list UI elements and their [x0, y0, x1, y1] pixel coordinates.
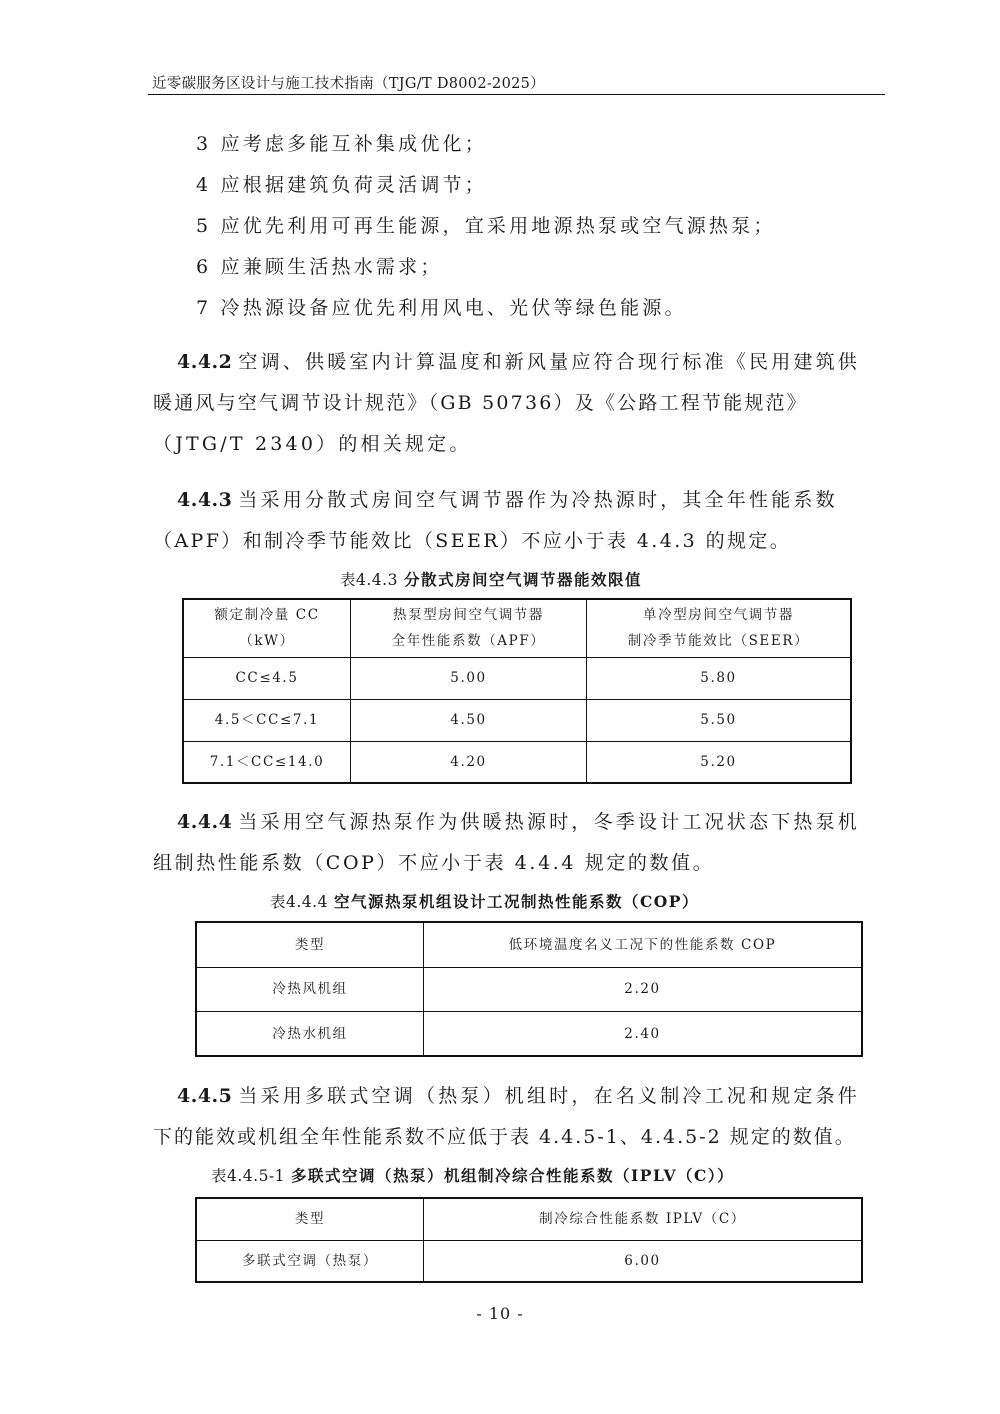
page-number: - 10 - — [476, 1304, 524, 1323]
header-cell: 类型 — [196, 1198, 424, 1240]
table-cell: 冷热水机组 — [196, 1012, 424, 1056]
clause-4-4-5-line-2: 下的能效或机组全年性能系数不应低于表 4.4.5-1、4.4.5-2 规定的数值。 — [153, 1126, 856, 1148]
table-cell: 5.50 — [587, 699, 852, 741]
clause-4-4-5-line-1: 4.4.5 当采用多联式空调（热泵）机组时，在名义制冷工况和规定条件 — [177, 1085, 860, 1107]
table-cell: 2.20 — [424, 967, 863, 1011]
table-4-4-3 — [182, 598, 852, 784]
clause-4-4-2-line-1: 4.4.2 空调、供暖室内计算温度和新风量应符合现行标准《民用建筑供 — [177, 351, 860, 373]
clause-number: 4.4.3 — [177, 489, 233, 511]
table-4-4-5-1 — [195, 1197, 863, 1283]
header-divider — [148, 94, 885, 95]
table-header-row — [196, 922, 862, 967]
table-header-row — [183, 599, 851, 657]
clause-number: 4.4.2 — [177, 351, 233, 373]
list-item: 7 冷热源设备应优先利用风电、光伏等绿色能源。 — [196, 297, 687, 319]
table-caption: 表4.4.5-1 多联式空调（热泵）机组制冷综合性能系数（IPLV（C）） — [211, 1166, 735, 1185]
table-row — [196, 1012, 862, 1056]
table-cell: 5.20 — [587, 741, 852, 783]
table-cell: 5.00 — [351, 657, 587, 699]
table-caption: 表4.4.4 空气源热泵机组设计工况制热性能系数（COP） — [270, 892, 699, 911]
table-row — [183, 741, 851, 783]
table-caption: 表4.4.3 分散式房间空气调节器能效限值 — [340, 570, 642, 589]
table-cell: 4.5＜CC≤7.1 — [183, 699, 351, 741]
header-cell: 类型 — [196, 922, 424, 967]
list-item: 3 应考虑多能互补集成优化； — [196, 133, 487, 155]
clause-4-4-3-line-2: （APF）和制冷季节能效比（SEER）不应小于表 4.4.3 的规定。 — [153, 530, 792, 552]
list-item: 6 应兼顾生活热水需求； — [196, 256, 443, 278]
table-row — [196, 967, 862, 1011]
table-cell: 4.50 — [351, 699, 587, 741]
table-row — [183, 699, 851, 741]
header-cell: 单冷型房间空气调节器 制冷季节能效比（SEER） — [587, 599, 852, 657]
table-cell: 冷热风机组 — [196, 967, 424, 1011]
clause-4-4-4-line-2: 组制热性能系数（COP）不应小于表 4.4.4 规定的数值。 — [153, 852, 715, 874]
clause-4-4-3-line-1: 4.4.3 当采用分散式房间空气调节器作为冷热源时，其全年性能系数 — [177, 489, 838, 511]
table-4-4-4 — [195, 921, 863, 1057]
clause-4-4-2-line-2: 暖通风与空气调节设计规范》（GB 50736）及《公路工程节能规范》 — [153, 392, 808, 414]
header-cell: 热泵型房间空气调节器 全年性能系数（APF） — [351, 599, 587, 657]
list-item: 4 应根据建筑负荷灵活调节； — [196, 174, 487, 196]
clause-number: 4.4.4 — [177, 811, 233, 833]
table-cell: CC≤4.5 — [183, 657, 351, 699]
table-cell: 4.20 — [351, 741, 587, 783]
running-header: 近零碳服务区设计与施工技术指南（TJG/T D8002-2025） — [152, 76, 545, 92]
header-cell: 低环境温度名义工况下的性能系数 COP — [424, 922, 863, 967]
table-cell: 6.00 — [424, 1240, 863, 1282]
table-row — [183, 657, 851, 699]
clause-4-4-4-line-1: 4.4.4 当采用空气源热泵作为供暖热源时，冬季设计工况状态下热泵机 — [177, 811, 860, 833]
table-cell: 2.40 — [424, 1012, 863, 1056]
table-header-row — [196, 1198, 862, 1240]
clause-number: 4.4.5 — [177, 1085, 233, 1107]
header-cell: 额定制冷量 CC （kW） — [183, 599, 351, 657]
list-item: 5 应优先利用可再生能源，宜采用地源热泵或空气源热泵； — [196, 215, 776, 237]
table-row — [196, 1240, 862, 1282]
table-cell: 5.80 — [587, 657, 852, 699]
header-cell: 制冷综合性能系数 IPLV（C） — [424, 1198, 863, 1240]
clause-4-4-2-line-3: （JTG/T 2340）的相关规定。 — [153, 433, 472, 455]
table-cell: 7.1＜CC≤14.0 — [183, 741, 351, 783]
table-cell: 多联式空调（热泵） — [196, 1240, 424, 1282]
